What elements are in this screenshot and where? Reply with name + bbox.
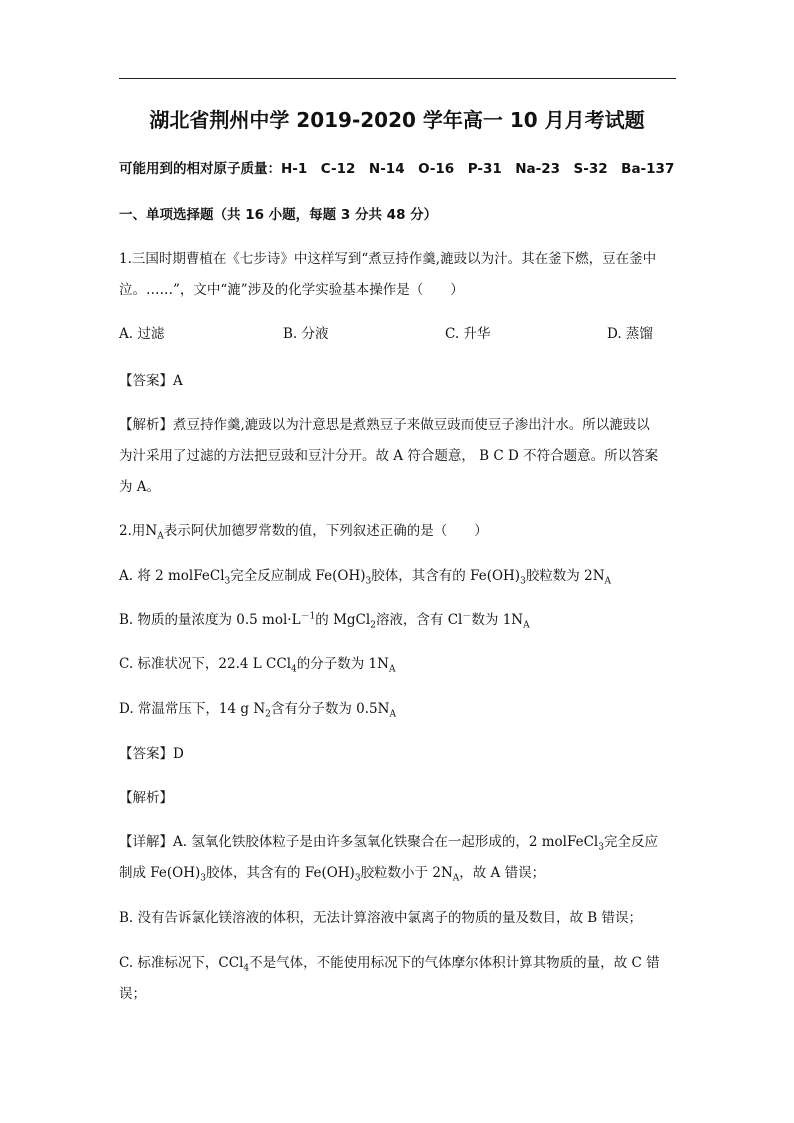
q1-stem-line1: 1.三国时期曹植在《七步诗》中这样写到“煮豆持作羹,漉豉以为汁。其在釜下燃，豆在釜中 bbox=[119, 251, 657, 267]
q2-option-d: D. 常温常压下，14 g $N_2$含有分子数为 $0.5N_A$ bbox=[119, 701, 396, 720]
q2-detail-a-line2: 制成 $Fe(OH)_3$胶体，其含有的 $Fe(OH)_3$胶粒数小于 $2N_A$，故 A 错误； bbox=[119, 865, 546, 884]
q1-answer: 【答案】A bbox=[119, 373, 183, 389]
q2-option-c: C. 标准状况下，22.4 L CCl$_4$的分子数为 $1N_A$ bbox=[119, 656, 396, 675]
q1-option-a: A. 过滤 bbox=[119, 326, 165, 342]
q2-detail-c-line2: 误； bbox=[119, 986, 146, 1002]
q2-option-a: A. 将 2 molFeCl$_3$完全反应制成 $Fe(OH)_3$胶体，其含有的 $Fe(OH)_3$胶粒数为 $2N_A$ bbox=[119, 568, 612, 587]
section-heading: 一、单项选择题（共 16 小题，每题 3 分共 48 分） bbox=[119, 207, 438, 223]
q1-option-c: C. 升华 bbox=[445, 326, 491, 342]
atomic-masses: 可能用到的相对原子质量：H-1 C-12 N-14 O-16 P-31 Na-23 S-32 Ba-137 bbox=[119, 161, 675, 177]
q1-option-d: D. 蒸馏 bbox=[607, 326, 653, 342]
q2-analysis: 【解析】 bbox=[119, 790, 173, 806]
q1-option-b: B. 分液 bbox=[283, 326, 329, 342]
q2-option-b: B. 物质的量浓度为 0.5 $mol\cdot L^{-1}$的 MgCl$_2$溶液，含有 Cl－数为 $1N_A$ bbox=[119, 611, 530, 631]
q2-detail-a-line1: 【详解】A. 氢氧化铁胶体粒子是由许多氢氧化铁聚合在一起形成的，2 molFeCl$_3$完全反应 bbox=[119, 834, 658, 853]
q2-answer: 【答案】D bbox=[119, 746, 184, 762]
q2-detail-b: B. 没有告诉氯化镁溶液的体积，无法计算溶液中氯离子的物质的量及数目，故 B 错误； bbox=[119, 910, 643, 926]
q1-analysis-line2: 为汁采用了过滤的方法把豆豉和豆汁分开。故 A 符合题意， B C D 不符合题意。所以答案 bbox=[119, 448, 659, 464]
q1-stem-line2: 泣。……”，文中“漉”涉及的化学实验基本操作是（ ） bbox=[119, 282, 464, 298]
page-title: 湖北省荆州中学 2019-2020 学年高一 10 月月考试题 bbox=[149, 108, 645, 132]
q1-analysis-line3: 为 A。 bbox=[119, 479, 161, 495]
header-rule bbox=[119, 78, 676, 79]
q2-detail-c-line1: C. 标准标况下，CCl$_4$不是气体，不能使用标况下的气体摩尔体积计算其物质的量，故 C 错 bbox=[119, 955, 660, 974]
q1-analysis-line1: 【解析】煮豆持作羹,漉豉以为汁意思是煮熟豆子来做豆豉而使豆子渗出汁水。所以漉豉以 bbox=[119, 417, 650, 433]
q2-stem: 2.用$N_A$表示阿伏加德罗常数的值，下列叙述正确的是（ ） bbox=[119, 523, 488, 542]
